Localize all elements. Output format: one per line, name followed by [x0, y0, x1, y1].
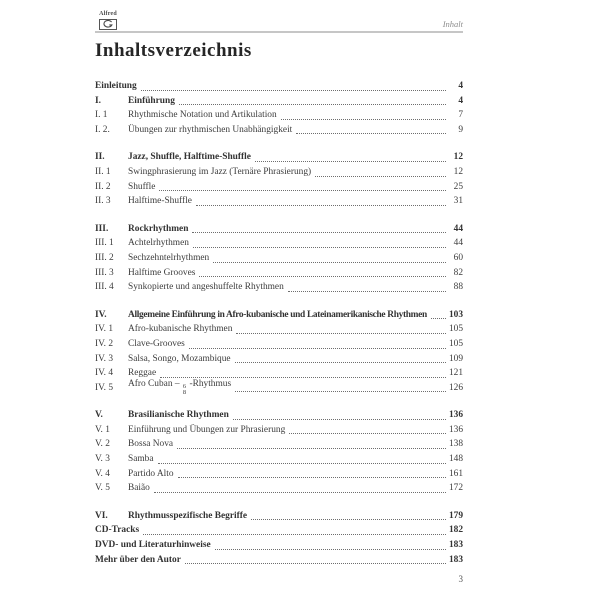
toc-dot-leader [281, 119, 446, 120]
toc-dot-leader [431, 318, 446, 319]
toc-entry-label: Übungen zur rhythmischen Unabhängigkeit [128, 124, 293, 135]
toc-dot-leader [315, 176, 446, 177]
toc-dot-leader [251, 519, 446, 520]
toc-entry-label: Afro Cuban – 6 8 -Rhythmus [128, 379, 232, 396]
toc-entry-page: 172 [448, 483, 463, 494]
toc-entry [95, 280, 463, 295]
toc-entry-page: 44 [453, 238, 463, 249]
toc-entry [95, 337, 463, 352]
toc-entry-label: Samba [128, 454, 154, 465]
toc-dot-leader [235, 362, 446, 363]
toc-entry-label: Jazz, Shuffle, Halftime-Shuffle [128, 152, 251, 163]
toc-dot-leader [255, 161, 446, 162]
toc-dot-leader [215, 549, 446, 550]
toc-entry-number: III. 2 [95, 252, 114, 263]
toc-entry-page: 105 [448, 338, 463, 349]
page-masthead [95, 8, 463, 33]
toc-entry [95, 381, 463, 396]
toc-entry-number: II. [95, 152, 105, 163]
toc-group [95, 150, 463, 208]
toc-dot-leader [192, 232, 446, 233]
toc-dot-leader [185, 563, 446, 564]
toc-dot-leader [193, 247, 446, 248]
toc-dot-leader [143, 534, 446, 535]
toc-entry [95, 523, 463, 538]
toc-entry-label: Synkopierte und angeshuffelte Rhythmen [128, 282, 284, 293]
toc-entry-label: Einführung und Übungen zur Phrasierung [128, 424, 286, 435]
toc-dot-leader [158, 463, 446, 464]
toc-entry-number: IV. 4 [95, 368, 114, 379]
toc-dot-leader [179, 104, 446, 105]
toc-dot-leader [236, 333, 446, 334]
toc-entry-number: V. 3 [95, 454, 110, 465]
toc-entry-page: 109 [448, 353, 463, 364]
toc-entry-label: Sechzehntelrhythmen [128, 252, 210, 263]
toc-entry-label: Rhythmusspezifische Begriffe [128, 510, 247, 521]
toc-entry [95, 123, 463, 138]
toc-entry [95, 266, 463, 281]
toc-dot-leader [289, 433, 446, 434]
toc-entry-number: I. 1 [95, 110, 108, 121]
toc-entry-label: Afro-kubanische Rhythmen [128, 324, 233, 335]
toc-entry [95, 222, 463, 237]
toc-entry [95, 352, 463, 367]
toc-dot-leader [177, 448, 446, 449]
toc-entry-label: Partido Alto [128, 468, 174, 479]
toc-entry-page: 60 [453, 252, 463, 263]
toc-entry-number: II. 2 [95, 181, 111, 192]
toc-entry-label: Mehr über den Autor [95, 554, 181, 565]
toc-dot-leader [233, 419, 446, 420]
toc-entry-number: IV. 5 [95, 382, 114, 393]
toc-entry-page: 126 [448, 382, 463, 393]
toc-entry-label: Einführung [128, 95, 175, 106]
toc-entry-label: DVD- und Literaturhinweise [95, 540, 211, 551]
toc-entry [95, 437, 463, 452]
toc-dot-leader [154, 492, 446, 493]
toc-group [95, 222, 463, 295]
toc-entry-page: 183 [448, 554, 463, 565]
toc-entry-page: 12 [453, 152, 463, 163]
toc-entry-page: 44 [453, 223, 463, 234]
toc-entry [95, 79, 463, 94]
toc-entry-number: V. 2 [95, 439, 110, 450]
toc-group [95, 79, 463, 137]
toc-entry-number: IV. [95, 309, 107, 320]
toc-entry [95, 150, 463, 165]
toc-dot-leader [189, 348, 446, 349]
toc-entry-page: 82 [453, 267, 463, 278]
toc-dot-leader [296, 133, 446, 134]
toc-entry-number: II. 1 [95, 166, 111, 177]
toc-entry-label: Baião [128, 483, 150, 494]
toc-entry-page: 183 [448, 540, 463, 551]
toc-entry-number: V. 4 [95, 468, 110, 479]
toc-entry-number: V. 5 [95, 483, 110, 494]
page-content [95, 8, 463, 580]
toc-entry-label: Achtelrhythmen [128, 238, 189, 249]
toc-dot-leader [199, 276, 446, 277]
toc-entry [95, 509, 463, 524]
toc-group [95, 308, 463, 396]
running-head: Inhalt [442, 19, 463, 29]
toc-entry [95, 251, 463, 266]
toc-entry-label: Halftime-Shuffle [128, 196, 192, 207]
publisher-logo-word: Alfred [99, 11, 117, 17]
alfred-logo-mark-icon [99, 19, 117, 30]
toc-entry-page: 182 [448, 525, 463, 536]
toc-entry-label: Reggae [128, 368, 157, 379]
toc-entry-label: Rockrhythmen [128, 223, 189, 234]
toc-entry [95, 467, 463, 482]
toc-entry-label: Brasilianische Rhythmen [128, 410, 229, 421]
page-title: Inhaltsverzeichnis [95, 40, 252, 61]
toc-entry [95, 423, 463, 438]
toc-dot-leader [213, 262, 446, 263]
toc-entry-label: Shuffle [128, 181, 156, 192]
toc-entry-label: Einleitung [95, 81, 137, 91]
toc-entry-page: 7 [458, 110, 463, 121]
toc-entry-number: IV. 1 [95, 324, 114, 335]
toc-entry-label: Allgemeine Einführung in Afro-kubanische und Lateinamerikanische Rhythmen [128, 309, 427, 320]
toc-entry-label: Bossa Nova [128, 439, 174, 450]
toc-entry [95, 408, 463, 423]
time-signature-fraction: 6 8 [182, 383, 187, 396]
toc-dot-leader [235, 391, 446, 392]
toc-group [95, 408, 463, 496]
toc-entry-number: I. 2. [95, 124, 110, 135]
toc-dot-leader [196, 205, 446, 206]
toc-entry-page: 161 [448, 468, 463, 479]
toc-entry-page: 4 [458, 81, 463, 91]
toc-entry-label: Salsa, Songo, Mozambique [128, 353, 231, 364]
toc-entry-number: V. 1 [95, 424, 110, 435]
toc-entry-number: III. [95, 223, 109, 234]
toc-entry-number: V. [95, 410, 103, 421]
toc-entry-number: III. 1 [95, 238, 114, 249]
publisher-logo [95, 11, 121, 30]
toc-entry-page: 148 [448, 454, 463, 465]
toc-entry-page: 136 [448, 410, 463, 421]
toc-entry-label: CD-Tracks [95, 525, 140, 536]
toc-entry-page: 179 [448, 510, 463, 521]
toc-group [95, 509, 463, 567]
toc-entry [95, 94, 463, 109]
toc-entry-page: 25 [453, 181, 463, 192]
toc-entry [95, 322, 463, 337]
toc-entry-page: 121 [448, 368, 463, 379]
toc-entry-number: II. 3 [95, 196, 111, 207]
toc-entry-number: III. 4 [95, 282, 114, 293]
toc-entry-label: Swingphrasierung im Jazz (Ternäre Phrasierung) [128, 166, 312, 177]
toc-dot-leader [141, 90, 446, 91]
toc-entry-label: Halftime Grooves [128, 267, 196, 278]
toc-entry [95, 481, 463, 496]
toc [95, 79, 463, 567]
toc-entry [95, 108, 463, 123]
toc-entry-page: 136 [448, 424, 463, 435]
toc-entry-page: 103 [448, 309, 463, 320]
toc-entry-page: 105 [448, 324, 463, 335]
toc-entry-page: 138 [448, 439, 463, 450]
toc-entry [95, 165, 463, 180]
toc-entry-page: 4 [458, 95, 463, 106]
toc-dot-leader [288, 291, 446, 292]
folio-page-number: 3 [458, 574, 463, 584]
toc-entry-number: III. 3 [95, 267, 114, 278]
toc-entry-number: VI. [95, 510, 108, 521]
toc-entry-label: Rhythmische Notation und Artikulation [128, 110, 277, 121]
toc-entry-label: Clave-Grooves [128, 338, 185, 349]
toc-entry [95, 194, 463, 209]
toc-dot-leader [178, 477, 446, 478]
toc-entry [95, 180, 463, 195]
toc-entry [95, 236, 463, 251]
toc-entry-page: 12 [453, 166, 463, 177]
toc-entry-page: 88 [453, 282, 463, 293]
toc-entry [95, 452, 463, 467]
toc-entry [95, 538, 463, 553]
toc-entry-page: 31 [453, 196, 463, 207]
toc-entry-number: IV. 3 [95, 353, 114, 364]
toc-entry-number: IV. 2 [95, 338, 114, 349]
toc-dot-leader [159, 190, 446, 191]
toc-entry-page: 9 [458, 124, 463, 135]
toc-entry [95, 308, 463, 323]
toc-entry [95, 553, 463, 568]
toc-entry-number: I. [95, 95, 101, 106]
